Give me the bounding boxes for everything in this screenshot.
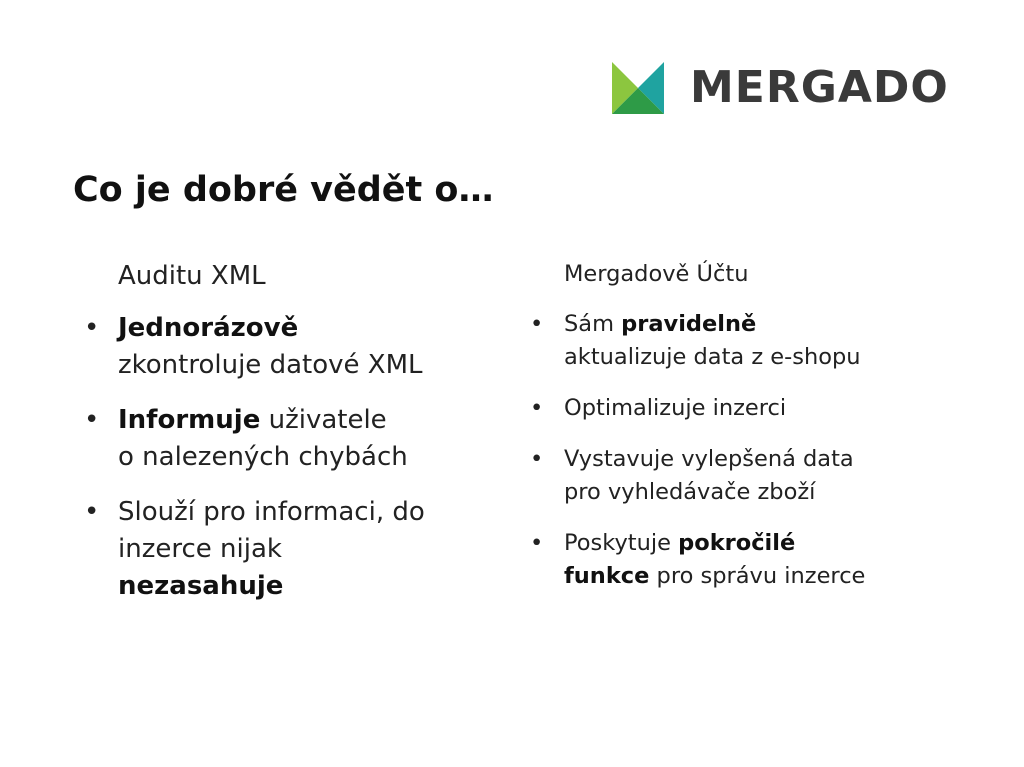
right-column	[530, 258, 970, 611]
item-text: o nalezených chybách	[118, 442, 408, 472]
left-column	[84, 258, 504, 623]
item-text: Poskytuje	[564, 530, 679, 556]
bullet-icon: •	[84, 313, 100, 343]
right-column-heading: Mergadově Účtu	[564, 261, 749, 287]
item-text-bold: Jednorázově	[118, 313, 299, 343]
bullet-icon: •	[530, 446, 544, 472]
bullet-icon: •	[530, 530, 544, 556]
mergado-logo	[612, 62, 949, 114]
list-item	[84, 310, 504, 384]
item-text: Sám	[564, 311, 622, 337]
slide-title: Co je dobré vědět o…	[73, 170, 494, 210]
item-text: uživatele	[260, 405, 387, 435]
bullet-icon: •	[84, 405, 100, 435]
item-text: pro správu inzerce	[649, 563, 866, 589]
list-item	[84, 494, 504, 605]
item-text-bold: funkce	[564, 563, 650, 589]
item-text-bold: pokročilé	[678, 530, 796, 556]
logo-wordmark: MERGADO	[690, 62, 949, 113]
item-text: Optimalizuje inzerci	[564, 395, 787, 421]
list-item	[530, 392, 970, 425]
list-item	[84, 402, 504, 476]
bullet-icon: •	[84, 497, 100, 527]
left-column-heading: Auditu XML	[118, 261, 266, 291]
item-text: pro vyhledávače zboží	[564, 479, 816, 505]
mergado-logo-icon	[612, 62, 664, 114]
list-item	[530, 527, 970, 593]
item-text: aktualizuje data z e-shopu	[564, 344, 861, 370]
item-text-bold: pravidelně	[621, 311, 757, 337]
bullet-icon: •	[530, 311, 544, 337]
right-bullet-list	[530, 308, 970, 593]
item-text-bold: Informuje	[118, 405, 261, 435]
bullet-icon: •	[530, 395, 544, 421]
list-item	[530, 443, 970, 509]
left-bullet-list	[84, 310, 504, 605]
item-text-bold: nezasahuje	[118, 571, 284, 601]
list-item	[530, 308, 970, 374]
item-text: inzerce nijak	[118, 534, 282, 564]
item-text: Slouží pro informaci, do	[118, 497, 425, 527]
item-text: zkontroluje datové XML	[118, 350, 423, 380]
item-text: Vystavuje vylepšená data	[564, 446, 854, 472]
